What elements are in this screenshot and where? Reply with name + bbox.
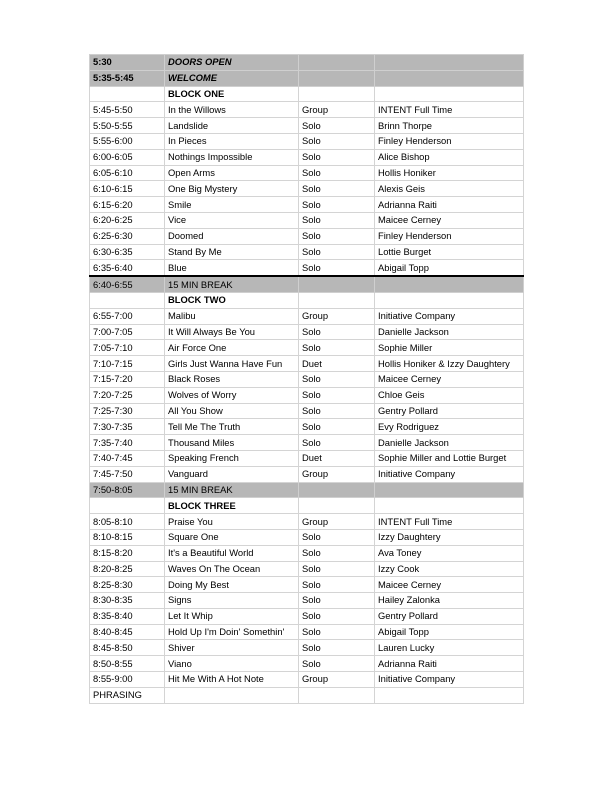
time-cell: 7:45-7:50 — [90, 466, 165, 482]
performer-cell: Danielle Jackson — [375, 435, 524, 451]
block-heading-row — [90, 498, 524, 514]
type-cell: Solo — [299, 197, 375, 213]
time-cell: 7:00-7:05 — [90, 324, 165, 340]
type-cell: Group — [299, 102, 375, 118]
performer-cell: Alice Bishop — [375, 149, 524, 165]
performer-cell: Sophie Miller and Lottie Burget — [375, 450, 524, 466]
schedule-row — [90, 450, 524, 466]
time-cell: 7:35-7:40 — [90, 435, 165, 451]
performer-cell: INTENT Full Time — [375, 102, 524, 118]
schedule-row — [90, 529, 524, 545]
schedule-row — [90, 593, 524, 609]
schedule-row — [90, 260, 524, 276]
time-cell: 6:15-6:20 — [90, 197, 165, 213]
performer-cell: Adrianna Raiti — [375, 197, 524, 213]
type-cell: Solo — [299, 133, 375, 149]
performer-cell: Brinn Thorpe — [375, 118, 524, 134]
performer-cell: Hollis Honiker — [375, 165, 524, 181]
time-cell: 5:30 — [90, 55, 165, 71]
title-cell: Smile — [165, 197, 299, 213]
schedule-row — [90, 624, 524, 640]
block-heading-row — [90, 292, 524, 308]
type-cell — [299, 70, 375, 86]
schedule-row — [90, 561, 524, 577]
type-cell — [299, 55, 375, 71]
time-cell: 6:10-6:15 — [90, 181, 165, 197]
schedule-row — [90, 244, 524, 260]
type-cell: Solo — [299, 118, 375, 134]
schedule-row — [90, 228, 524, 244]
time-cell: 6:40-6:55 — [90, 276, 165, 292]
title-cell: Hold Up I'm Doin' Somethin' — [165, 624, 299, 640]
performer-cell: Abigail Topp — [375, 624, 524, 640]
header-row — [90, 70, 524, 86]
title-cell: It's a Beautiful World — [165, 545, 299, 561]
performer-cell: Maicee Cerney — [375, 577, 524, 593]
time-cell: 7:50-8:05 — [90, 482, 165, 498]
break-row — [90, 276, 524, 292]
title-cell: Viano — [165, 656, 299, 672]
time-cell: 6:55-7:00 — [90, 308, 165, 324]
schedule-row — [90, 577, 524, 593]
performer-cell: Initiative Company — [375, 308, 524, 324]
title-cell: Thousand Miles — [165, 435, 299, 451]
title-cell: Blue — [165, 260, 299, 276]
type-cell: Group — [299, 308, 375, 324]
performer-cell: Chloe Geis — [375, 387, 524, 403]
title-cell: Black Roses — [165, 371, 299, 387]
time-cell — [90, 292, 165, 308]
performer-cell — [375, 86, 524, 102]
time-cell: 6:20-6:25 — [90, 212, 165, 228]
performer-cell: Hollis Honiker & Izzy Daughtery — [375, 356, 524, 372]
title-cell: Speaking French — [165, 450, 299, 466]
type-cell — [299, 498, 375, 514]
type-cell: Group — [299, 466, 375, 482]
performer-cell: Sophie Miller — [375, 340, 524, 356]
schedule-row — [90, 118, 524, 134]
title-cell: BLOCK TWO — [165, 292, 299, 308]
title-cell: Girls Just Wanna Have Fun — [165, 356, 299, 372]
schedule-row — [90, 687, 524, 703]
performer-cell — [375, 687, 524, 703]
type-cell: Duet — [299, 450, 375, 466]
time-cell: 7:15-7:20 — [90, 371, 165, 387]
performer-cell: Hailey Zalonka — [375, 593, 524, 609]
time-cell: 6:35-6:40 — [90, 260, 165, 276]
performer-cell — [375, 482, 524, 498]
performer-cell: Gentry Pollard — [375, 608, 524, 624]
time-cell: 7:10-7:15 — [90, 356, 165, 372]
time-cell: 8:25-8:30 — [90, 577, 165, 593]
performer-cell: Evy Rodriguez — [375, 419, 524, 435]
performer-cell: Izzy Cook — [375, 561, 524, 577]
performer-cell: Danielle Jackson — [375, 324, 524, 340]
title-cell: Stand By Me — [165, 244, 299, 260]
type-cell: Solo — [299, 149, 375, 165]
time-cell: 8:15-8:20 — [90, 545, 165, 561]
time-cell: 8:50-8:55 — [90, 656, 165, 672]
title-cell: DOORS OPEN — [165, 55, 299, 71]
title-cell: Malibu — [165, 308, 299, 324]
schedule-row — [90, 324, 524, 340]
type-cell: Solo — [299, 419, 375, 435]
title-cell: Doomed — [165, 228, 299, 244]
performer-cell: Maicee Cerney — [375, 212, 524, 228]
time-cell: 6:30-6:35 — [90, 244, 165, 260]
schedule-row — [90, 466, 524, 482]
type-cell: Solo — [299, 371, 375, 387]
schedule-row — [90, 340, 524, 356]
type-cell: Group — [299, 672, 375, 688]
schedule-row — [90, 672, 524, 688]
type-cell: Solo — [299, 340, 375, 356]
time-cell: 6:05-6:10 — [90, 165, 165, 181]
schedule-row — [90, 308, 524, 324]
type-cell: Solo — [299, 435, 375, 451]
title-cell: Landslide — [165, 118, 299, 134]
schedule-body — [90, 55, 524, 704]
title-cell: Tell Me The Truth — [165, 419, 299, 435]
title-cell: BLOCK THREE — [165, 498, 299, 514]
title-cell: Let It Whip — [165, 608, 299, 624]
title-cell: In Pieces — [165, 133, 299, 149]
title-cell: Vanguard — [165, 466, 299, 482]
performer-cell — [375, 292, 524, 308]
type-cell: Solo — [299, 387, 375, 403]
time-cell: 7:30-7:35 — [90, 419, 165, 435]
time-cell: 8:05-8:10 — [90, 514, 165, 530]
title-cell: One Big Mystery — [165, 181, 299, 197]
title-cell: Open Arms — [165, 165, 299, 181]
type-cell: Solo — [299, 181, 375, 197]
schedule-row — [90, 133, 524, 149]
schedule-row — [90, 181, 524, 197]
performer-cell: Ava Toney — [375, 545, 524, 561]
schedule-row — [90, 435, 524, 451]
performer-cell — [375, 276, 524, 292]
performer-cell — [375, 70, 524, 86]
time-cell — [90, 498, 165, 514]
title-cell: Doing My Best — [165, 577, 299, 593]
time-cell: 8:35-8:40 — [90, 608, 165, 624]
type-cell — [299, 687, 375, 703]
schedule-row — [90, 371, 524, 387]
title-cell — [165, 687, 299, 703]
schedule-row — [90, 197, 524, 213]
performer-cell: Izzy Daughtery — [375, 529, 524, 545]
title-cell: WELCOME — [165, 70, 299, 86]
time-cell: 8:45-8:50 — [90, 640, 165, 656]
title-cell: In the Willows — [165, 102, 299, 118]
title-cell: 15 MIN BREAK — [165, 482, 299, 498]
performer-cell: Adrianna Raiti — [375, 656, 524, 672]
schedule-row — [90, 545, 524, 561]
time-cell: 5:55-6:00 — [90, 133, 165, 149]
time-cell: 6:00-6:05 — [90, 149, 165, 165]
type-cell: Solo — [299, 165, 375, 181]
schedule-row — [90, 212, 524, 228]
type-cell: Group — [299, 514, 375, 530]
performer-cell: Lauren Lucky — [375, 640, 524, 656]
title-cell: Air Force One — [165, 340, 299, 356]
header-row — [90, 55, 524, 71]
type-cell: Solo — [299, 593, 375, 609]
schedule-row — [90, 419, 524, 435]
title-cell: Shiver — [165, 640, 299, 656]
schedule-row — [90, 102, 524, 118]
time-cell — [90, 86, 165, 102]
performer-cell: Finley Henderson — [375, 133, 524, 149]
schedule-row — [90, 514, 524, 530]
type-cell — [299, 86, 375, 102]
type-cell: Solo — [299, 403, 375, 419]
performer-cell: Gentry Pollard — [375, 403, 524, 419]
performer-cell: INTENT Full Time — [375, 514, 524, 530]
type-cell: Solo — [299, 212, 375, 228]
title-cell: Vice — [165, 212, 299, 228]
time-cell: 5:45-5:50 — [90, 102, 165, 118]
type-cell: Solo — [299, 577, 375, 593]
performer-cell: Abigail Topp — [375, 260, 524, 276]
performer-cell: Maicee Cerney — [375, 371, 524, 387]
time-cell: 7:05-7:10 — [90, 340, 165, 356]
performer-cell: Initiative Company — [375, 466, 524, 482]
time-cell: 6:25-6:30 — [90, 228, 165, 244]
time-cell: 8:30-8:35 — [90, 593, 165, 609]
schedule-table — [89, 54, 524, 704]
type-cell: Solo — [299, 640, 375, 656]
performer-cell: Finley Henderson — [375, 228, 524, 244]
time-cell: 7:20-7:25 — [90, 387, 165, 403]
time-cell: 5:50-5:55 — [90, 118, 165, 134]
title-cell: All You Show — [165, 403, 299, 419]
title-cell: Waves On The Ocean — [165, 561, 299, 577]
type-cell: Solo — [299, 324, 375, 340]
time-cell: 8:20-8:25 — [90, 561, 165, 577]
break-row — [90, 482, 524, 498]
title-cell: Wolves of Worry — [165, 387, 299, 403]
schedule-row — [90, 356, 524, 372]
title-cell: Nothings Impossible — [165, 149, 299, 165]
title-cell: It Will Always Be You — [165, 324, 299, 340]
schedule-row — [90, 403, 524, 419]
schedule-row — [90, 656, 524, 672]
type-cell — [299, 276, 375, 292]
title-cell: 15 MIN BREAK — [165, 276, 299, 292]
schedule-row — [90, 165, 524, 181]
title-cell: BLOCK ONE — [165, 86, 299, 102]
type-cell — [299, 482, 375, 498]
block-heading-row — [90, 86, 524, 102]
title-cell: Signs — [165, 593, 299, 609]
type-cell: Solo — [299, 561, 375, 577]
title-cell: Hit Me With A Hot Note — [165, 672, 299, 688]
schedule-row — [90, 608, 524, 624]
type-cell: Solo — [299, 260, 375, 276]
performer-cell: Alexis Geis — [375, 181, 524, 197]
schedule-row — [90, 387, 524, 403]
type-cell: Solo — [299, 624, 375, 640]
time-cell: 8:10-8:15 — [90, 529, 165, 545]
schedule-row — [90, 640, 524, 656]
type-cell: Solo — [299, 545, 375, 561]
type-cell: Solo — [299, 529, 375, 545]
performer-cell: Initiative Company — [375, 672, 524, 688]
time-cell: 7:40-7:45 — [90, 450, 165, 466]
type-cell: Solo — [299, 228, 375, 244]
performer-cell — [375, 55, 524, 71]
time-cell: 7:25-7:30 — [90, 403, 165, 419]
type-cell — [299, 292, 375, 308]
type-cell: Solo — [299, 244, 375, 260]
title-cell: Square One — [165, 529, 299, 545]
type-cell: Solo — [299, 656, 375, 672]
performer-cell: Lottie Burget — [375, 244, 524, 260]
time-cell: 5:35-5:45 — [90, 70, 165, 86]
type-cell: Solo — [299, 608, 375, 624]
time-cell: 8:40-8:45 — [90, 624, 165, 640]
time-cell: 8:55-9:00 — [90, 672, 165, 688]
schedule-row — [90, 149, 524, 165]
type-cell: Duet — [299, 356, 375, 372]
title-cell: Praise You — [165, 514, 299, 530]
performer-cell — [375, 498, 524, 514]
time-cell: PHRASING — [90, 687, 165, 703]
